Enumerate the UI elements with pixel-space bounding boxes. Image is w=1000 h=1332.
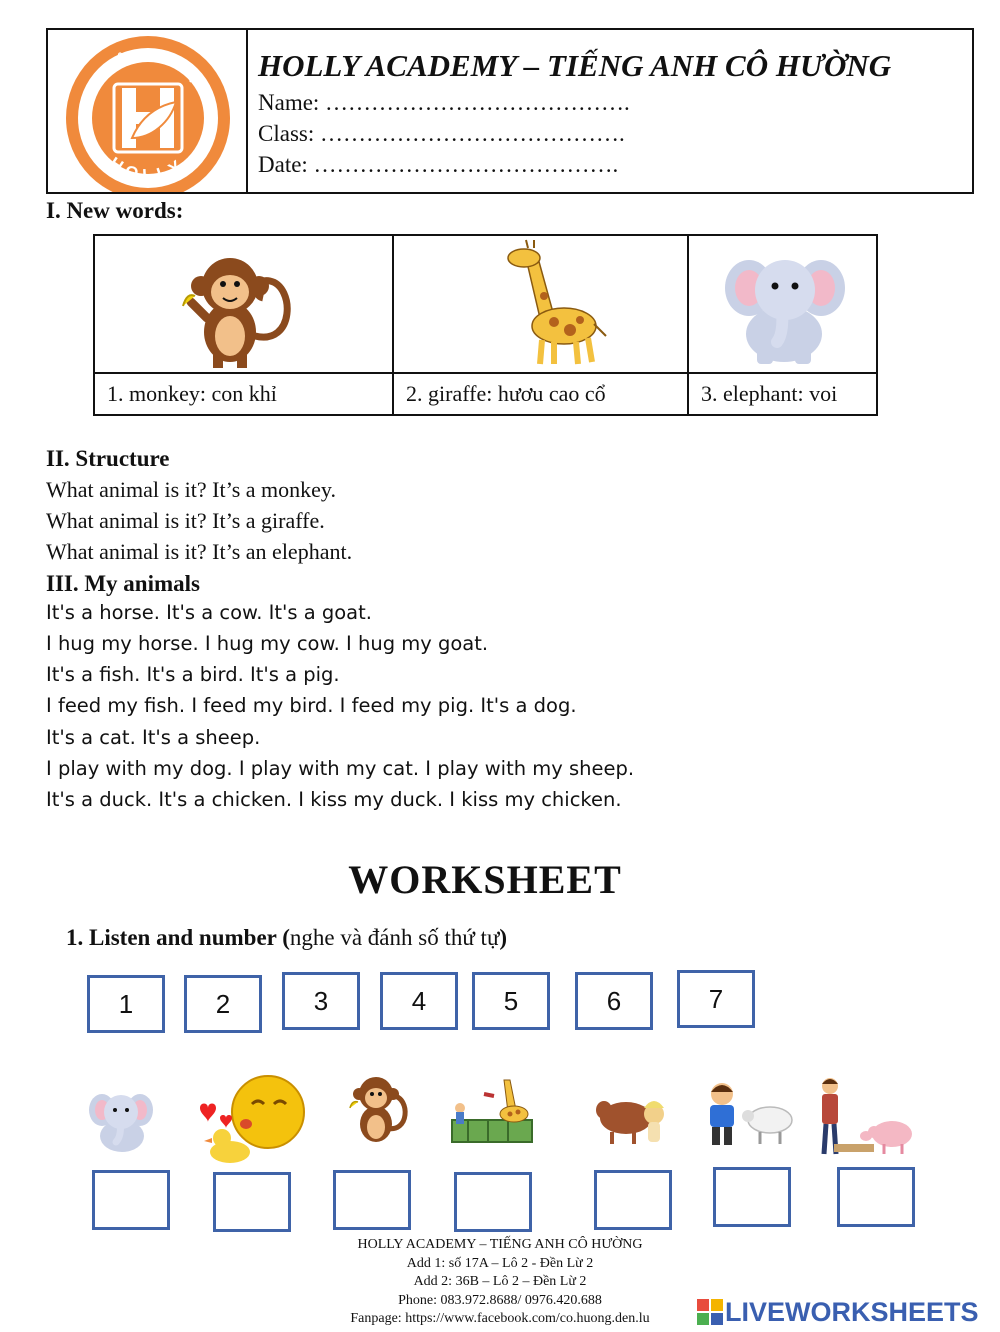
elephant-icon [689, 236, 876, 372]
monkey-icon [95, 236, 394, 372]
logo-cell [48, 30, 248, 192]
structure-title: II. Structure [46, 446, 170, 471]
structure-line: What animal is it? It’s an elephant. [46, 539, 353, 564]
header-box [46, 28, 974, 194]
class-field: Class: …………………………………. [258, 121, 625, 146]
answer-box-7[interactable] [837, 1167, 915, 1227]
vocab-image-cell [95, 236, 394, 374]
liveworksheets-icon [697, 1299, 723, 1325]
footer-phone: Phone: 083.972.8688/ 0976.420.688 [398, 1292, 602, 1308]
feed-pig-icon [810, 1074, 918, 1162]
animals-line: It's a duck. It's a chicken. I kiss my duck. I kiss my chicken. [46, 788, 622, 811]
hug-cow-icon [594, 1084, 676, 1146]
answer-box-2[interactable] [213, 1172, 291, 1232]
task1-instruction [66, 925, 507, 951]
vocab-image-cell [394, 236, 689, 374]
structure-line: What animal is it? It’s a monkey. [46, 477, 336, 502]
header-title: HOLLY ACADEMY – TIẾNG ANH CÔ HƯỜNG [258, 48, 892, 83]
animals-line: I play with my dog. I play with my cat. I play with my sheep. [46, 757, 635, 780]
logo-ring-text: UNG TÂM NGOẠI NG [77, 46, 220, 124]
number-box-3: 3 [282, 972, 360, 1030]
elephant-icon [80, 1080, 160, 1160]
answer-box-3[interactable] [333, 1170, 411, 1230]
number-box-4: 4 [380, 972, 458, 1030]
vocab-word-giraffe: 2. giraffe: hươu cao cổ [394, 374, 689, 414]
my-animals-title: III. My animals [46, 571, 200, 596]
date-field: Date: …………………………………. [258, 152, 619, 177]
animals-line: It's a horse. It's a cow. It's a goat. [46, 601, 372, 624]
footer-address-2: Add 2: 36B – Lô 2 – Đền Lừ 2 [413, 1274, 587, 1289]
footer-title: HOLLY ACADEMY – TIẾNG ANH CÔ HƯỜNG [357, 1237, 643, 1252]
animals-line: I hug my horse. I hug my cow. I hug my goat. [46, 632, 489, 655]
task1-translation: nghe và đánh số thứ tự [289, 925, 500, 950]
number-box-6: 6 [575, 972, 653, 1030]
boy-sheep-icon [700, 1078, 800, 1150]
vocab-image-cell [689, 236, 876, 374]
number-box-1: 1 [87, 975, 165, 1033]
kiss-emoji-duck-icon [190, 1068, 314, 1168]
monkey-icon [330, 1068, 422, 1150]
worksheet-title: WORKSHEET [348, 857, 622, 902]
holly-logo [48, 30, 246, 192]
giraffe-icon [394, 236, 689, 372]
giraffe-zoo-icon [444, 1074, 540, 1150]
task1-close: ) [499, 925, 508, 950]
liveworksheets-logo [697, 1296, 979, 1328]
animals-line: I feed my fish. I feed my bird. I feed my pig. It's a dog. [46, 694, 577, 717]
answer-box-5[interactable] [594, 1170, 672, 1230]
vocab-table [93, 234, 878, 416]
name-field: Name: …………………………………. [258, 90, 630, 115]
liveworksheets-text: LIVEWORKSHEETS [725, 1296, 979, 1327]
number-box-5: 5 [472, 972, 550, 1030]
footer-fanpage: Fanpage: https://www.facebook.com/co.huong.den.lu [350, 1311, 650, 1326]
new-words-title: I. New words: [46, 198, 184, 223]
vocab-word-elephant: 3. elephant: voi [701, 381, 838, 406]
structure-line: What animal is it? It’s a giraffe. [46, 508, 325, 533]
logo-bottom-text: HOLLY [106, 153, 190, 185]
number-box-2: 2 [184, 975, 262, 1033]
vocab-word-monkey: 1. monkey: con khỉ [95, 374, 394, 414]
animals-line: It's a cat. It's a sheep. [46, 726, 261, 749]
answer-box-4[interactable] [454, 1172, 532, 1232]
footer-address-1: Add 1: số 17A – Lô 2 - Đền Lừ 2 [406, 1255, 594, 1271]
answer-box-6[interactable] [713, 1167, 791, 1227]
animals-line: It's a fish. It's a bird. It's a pig. [46, 663, 340, 686]
task1-bold: 1. Listen and number ( [66, 925, 290, 950]
answer-box-1[interactable] [92, 1170, 170, 1230]
number-box-7: 7 [677, 970, 755, 1028]
